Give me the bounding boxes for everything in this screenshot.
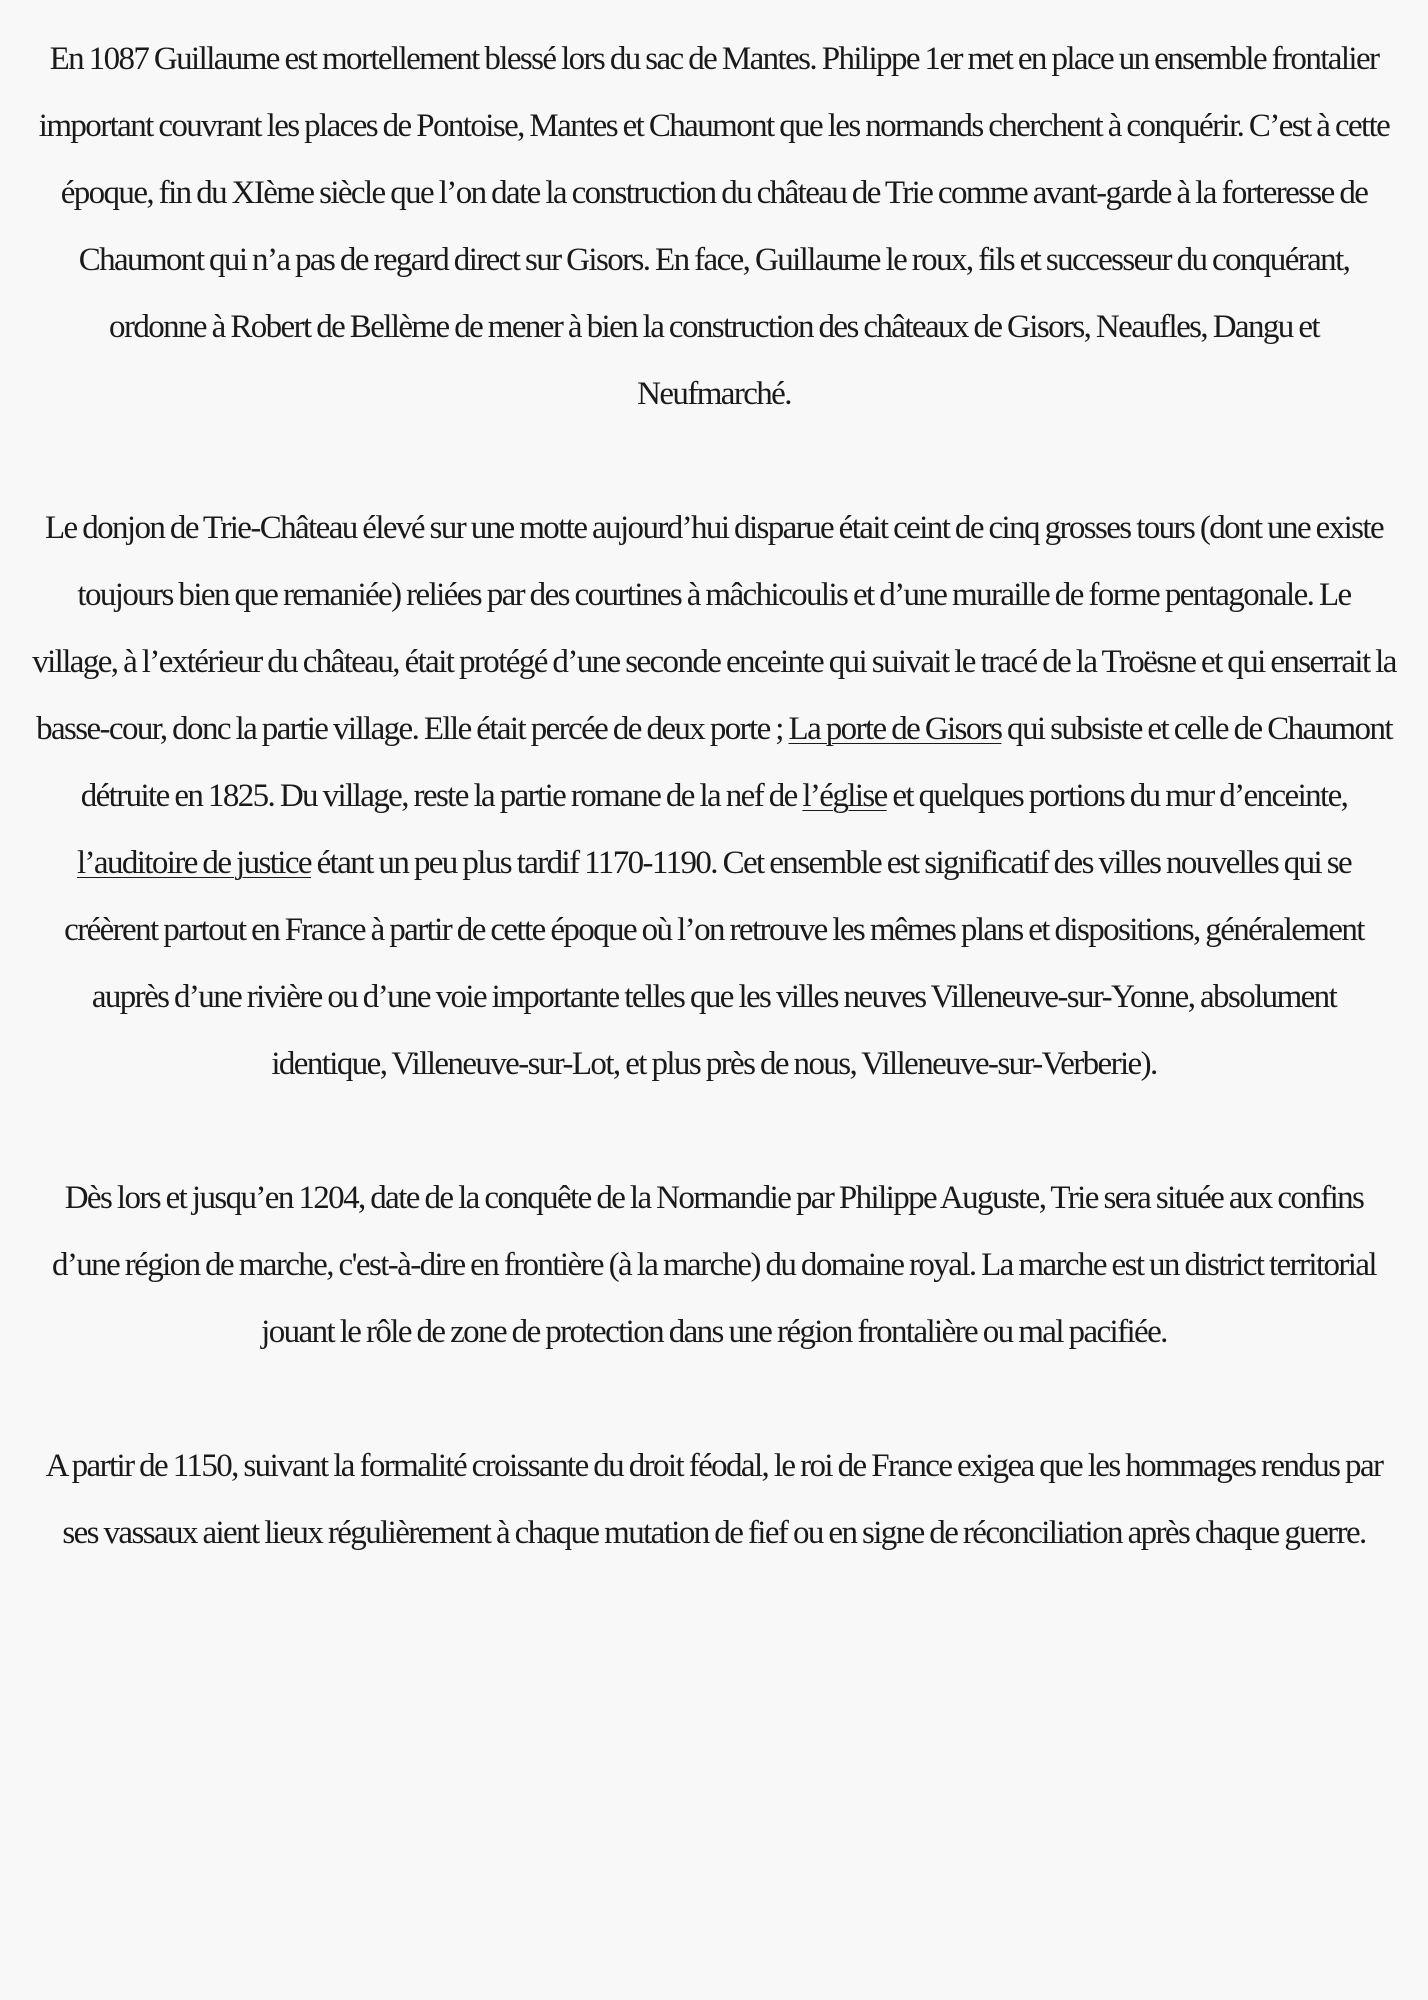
paragraph-hommages: A partir de 1150, suivant la formalité croissante du droit féodal, le roi de France exigea que les hommages rendus par ses vassaux aient lieux régulièrement à chaque mutation de fief ou en signe de réconciliation après chaque guerre. xyxy=(45,1448,1383,1551)
paragraph-donjon-text-1: Le donjon de Trie-Château élevé sur une motte aujourd’hui disparue était ceint de cinq grosses tours (dont une existe toujours bien que remaniée) reliées par des courtines à mâchicoulis et d’une muraille de forme pentagonale. Le village, à l’extérieur du château, était protégé d’une seconde enceinte qui suivait le tracé de la Troësne et qui enserrait la basse-cour, donc la partie village. Elle était percée de deux porte ; xyxy=(32,510,1396,747)
link-eglise[interactable]: l’église xyxy=(802,778,887,814)
link-porte-de-gisors[interactable]: La porte de Gisors xyxy=(788,711,1002,747)
link-auditoire-de-justice[interactable]: l’auditoire de justice xyxy=(76,845,311,881)
paragraph-marche: Dès lors et jusqu’en 1204, date de la conquête de la Normandie par Philippe Auguste, Trie sera située aux confins d’une région de marche, c'est-à-dire en frontière (à la marche) du domaine royal. La marche est un district territorial jouant le rôle de zone de protection dans une région frontalière ou mal pacifiée. xyxy=(51,1180,1376,1350)
paragraph-donjon-text-3: et quelques portions du mur d’enceinte, xyxy=(886,778,1348,814)
paragraph-donjon-text-2: qui subsiste et celle de Chaumont détruite en 1825. Du village, reste la partie romane de la nef de xyxy=(80,711,1392,814)
paragraph-donjon-text-4: étant un peu plus tardif 1170-1190. Cet ensemble est significatif des villes nouvelles qui se créèrent partout en France à partir de cette époque où l’on retrouve les mêmes plans et dispositions, généralement auprès d’une rivière ou d’une voie importante telles que les villes neuves Villeneuve-sur-Yonne, absolument identique, Villeneuve-sur-Lot, et plus près de nous, Villeneuve-sur-Verberie). xyxy=(64,845,1364,1082)
paragraph-history-1087: En 1087 Guillaume est mortellement blessé lors du sac de Mantes. Philippe 1er met en place un ensemble frontalier important couvrant les places de Pontoise, Mantes et Chaumont que les normands cherchent à conquérir. C’est à cette époque, fin du XIème siècle que l’on date la construction du château de Trie comme avant-garde à la forteresse de Chaumont qui n’a pas de regard direct sur Gisors. En face, Guillaume le roux, fils et successeur du conquérant, ordonne à Robert de Bellème de mener à bien la construction des châteaux de Gisors, Neaufles, Dangu et Neufmarché. xyxy=(38,41,1390,412)
paragraph-donjon xyxy=(32,495,1396,1098)
